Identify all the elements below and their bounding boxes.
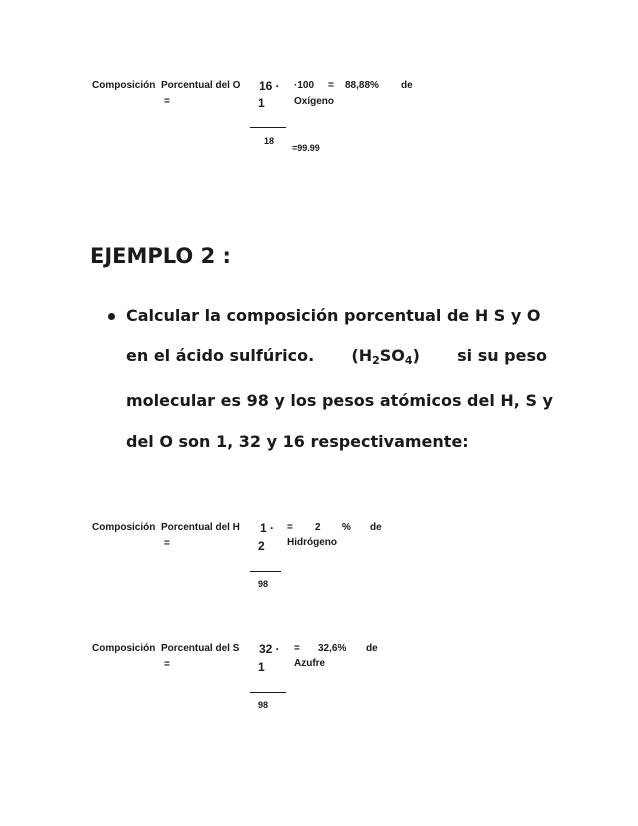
result-percent: 32,6% <box>318 643 347 654</box>
paragraph-line-1: Calcular la composición porcentual de H S y O <box>126 306 541 325</box>
numerator-factor: 32 · <box>259 642 280 656</box>
equals-sign-2: = <box>328 80 334 91</box>
word-de: de <box>366 643 378 654</box>
paragraph-line-2b: si su peso <box>457 346 547 365</box>
label-porcentual: Porcentual del H <box>161 522 240 533</box>
word-de: de <box>401 80 413 91</box>
element-name: Hidrógeno <box>287 537 337 548</box>
equals-sign: = <box>164 96 170 107</box>
element-name: Oxígeno <box>294 96 335 107</box>
times-100: ·100 <box>294 80 315 91</box>
label-composicion: Composición <box>92 643 156 654</box>
label-porcentual: Porcentual del O <box>161 80 241 91</box>
element-name: Azufre <box>294 658 326 669</box>
paragraph-line-4: del O son 1, 32 y 16 respectivamente: <box>126 432 469 451</box>
fraction-bar <box>250 692 286 693</box>
result-percent: 88,88% <box>345 80 379 91</box>
label-composicion: Composición <box>92 80 156 91</box>
numerator-factor: 16 · <box>259 79 280 93</box>
formula-h-sub: 2 <box>372 354 380 367</box>
denominator: 98 <box>258 700 269 710</box>
formula-so-sub: 4 <box>404 354 413 367</box>
equals-sign-2: = <box>287 522 293 533</box>
sum-value: =99.99 <box>292 143 320 153</box>
formula-h: (H <box>351 346 373 365</box>
word-de: de <box>370 522 382 533</box>
formula-so: SO <box>379 346 405 365</box>
result-value: 2 <box>315 522 321 533</box>
numerator-count: 2 <box>258 539 265 553</box>
chemical-formula <box>351 346 419 367</box>
percent-sign: % <box>342 522 351 533</box>
fraction-bar <box>250 127 286 128</box>
equals-sign: = <box>164 538 170 549</box>
section-heading: EJEMPLO 2 : <box>90 244 231 268</box>
numerator-factor: 1 · <box>260 521 275 535</box>
paragraph-line-3: molecular es 98 y los pesos atómicos del H, S y <box>126 391 553 410</box>
fraction-bar <box>250 571 281 572</box>
equals-sign-2: = <box>294 643 300 654</box>
numerator-count: 1 <box>258 96 265 110</box>
label-porcentual: Porcentual del S <box>161 643 240 654</box>
paragraph-line-2a: en el ácido sulfúrico. <box>126 346 315 365</box>
denominator: 98 <box>258 579 269 589</box>
denominator: 18 <box>264 136 275 146</box>
equals-sign: = <box>164 659 170 670</box>
formula-close: ) <box>412 346 420 365</box>
numerator-count: 1 <box>258 660 265 674</box>
label-composicion: Composición <box>92 522 156 533</box>
bullet-icon <box>108 313 115 320</box>
